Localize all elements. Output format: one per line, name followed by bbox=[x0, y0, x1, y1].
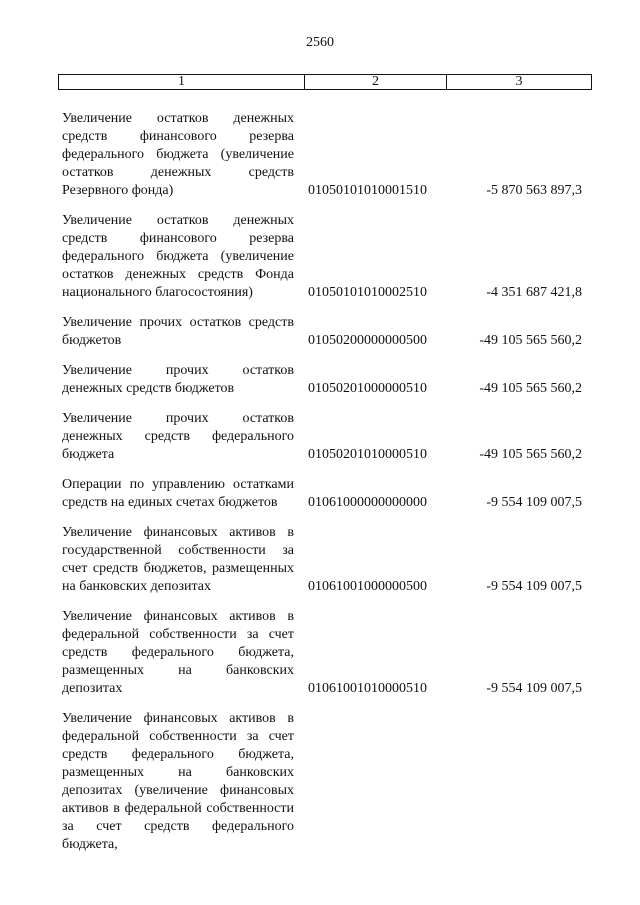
table-body bbox=[62, 110, 592, 866]
row-description: Увеличение прочих остатков денежных средств федерального бюджета bbox=[62, 411, 294, 462]
table-row bbox=[62, 710, 592, 854]
table-row bbox=[62, 212, 592, 302]
row-description: Увеличение финансовых активов в федеральной собственности за счет средств федерального бюджета, размещенных на банковских депозитах bbox=[62, 609, 294, 696]
row-amount: -4 351 687 421,8 bbox=[486, 285, 582, 300]
row-amount: -9 554 109 007,5 bbox=[486, 495, 582, 510]
table-row bbox=[62, 476, 592, 512]
table-row bbox=[62, 110, 592, 200]
row-amount: -49 105 565 560,2 bbox=[479, 333, 582, 348]
row-code: 01061000000000000 bbox=[308, 495, 427, 510]
table-row bbox=[62, 362, 592, 398]
row-description: Увеличение финансовых активов в федеральной собственности за счет средств федерального бюджета, размещенных на банковских депозитах (увеличение финансовых активов в федеральной собственности за счет средств федерального бюджета, bbox=[62, 711, 294, 852]
row-amount: -9 554 109 007,5 bbox=[486, 681, 582, 696]
row-amount: -9 554 109 007,5 bbox=[486, 579, 582, 594]
table-row bbox=[62, 314, 592, 350]
row-description: Операции по управлению остатками средств на единых счетах бюджетов bbox=[62, 477, 294, 510]
header-col-3: 3 bbox=[515, 74, 523, 89]
row-amount: -49 105 565 560,2 bbox=[479, 447, 582, 462]
row-code: 01050201000000510 bbox=[308, 381, 427, 396]
row-code: 01061001000000500 bbox=[308, 579, 427, 594]
row-code: 01050201010000510 bbox=[308, 447, 427, 462]
row-code: 01061001010000510 bbox=[308, 681, 427, 696]
table-row bbox=[62, 524, 592, 596]
row-code: 01050200000000500 bbox=[308, 333, 427, 348]
row-description: Увеличение прочих остатков денежных средств бюджетов bbox=[62, 363, 294, 396]
row-amount: -49 105 565 560,2 bbox=[479, 381, 582, 396]
row-description: Увеличение остатков денежных средств финансового резерва федерального бюджета (увеличение остатков денежных средств Резервного фонда) bbox=[62, 111, 294, 198]
row-description: Увеличение финансовых активов в государственной собственности за счет средств бюджетов, размещенных на банковских депозитах bbox=[62, 525, 294, 594]
row-description: Увеличение остатков денежных средств финансового резерва федерального бюджета (увеличение остатков денежных средств Фонда национального благосостояния) bbox=[62, 213, 294, 300]
row-amount: -5 870 563 897,3 bbox=[486, 183, 582, 198]
header-col-2: 2 bbox=[305, 75, 447, 89]
row-code: 01050101010001510 bbox=[308, 183, 427, 198]
header-col-1: 1 bbox=[59, 75, 305, 89]
table-header bbox=[58, 74, 592, 90]
table-row bbox=[62, 410, 592, 464]
page-number: 2560 bbox=[306, 35, 334, 50]
row-code: 01050101010002510 bbox=[308, 285, 427, 300]
table-row bbox=[62, 608, 592, 698]
row-description: Увеличение прочих остатков средств бюджетов bbox=[62, 315, 294, 348]
